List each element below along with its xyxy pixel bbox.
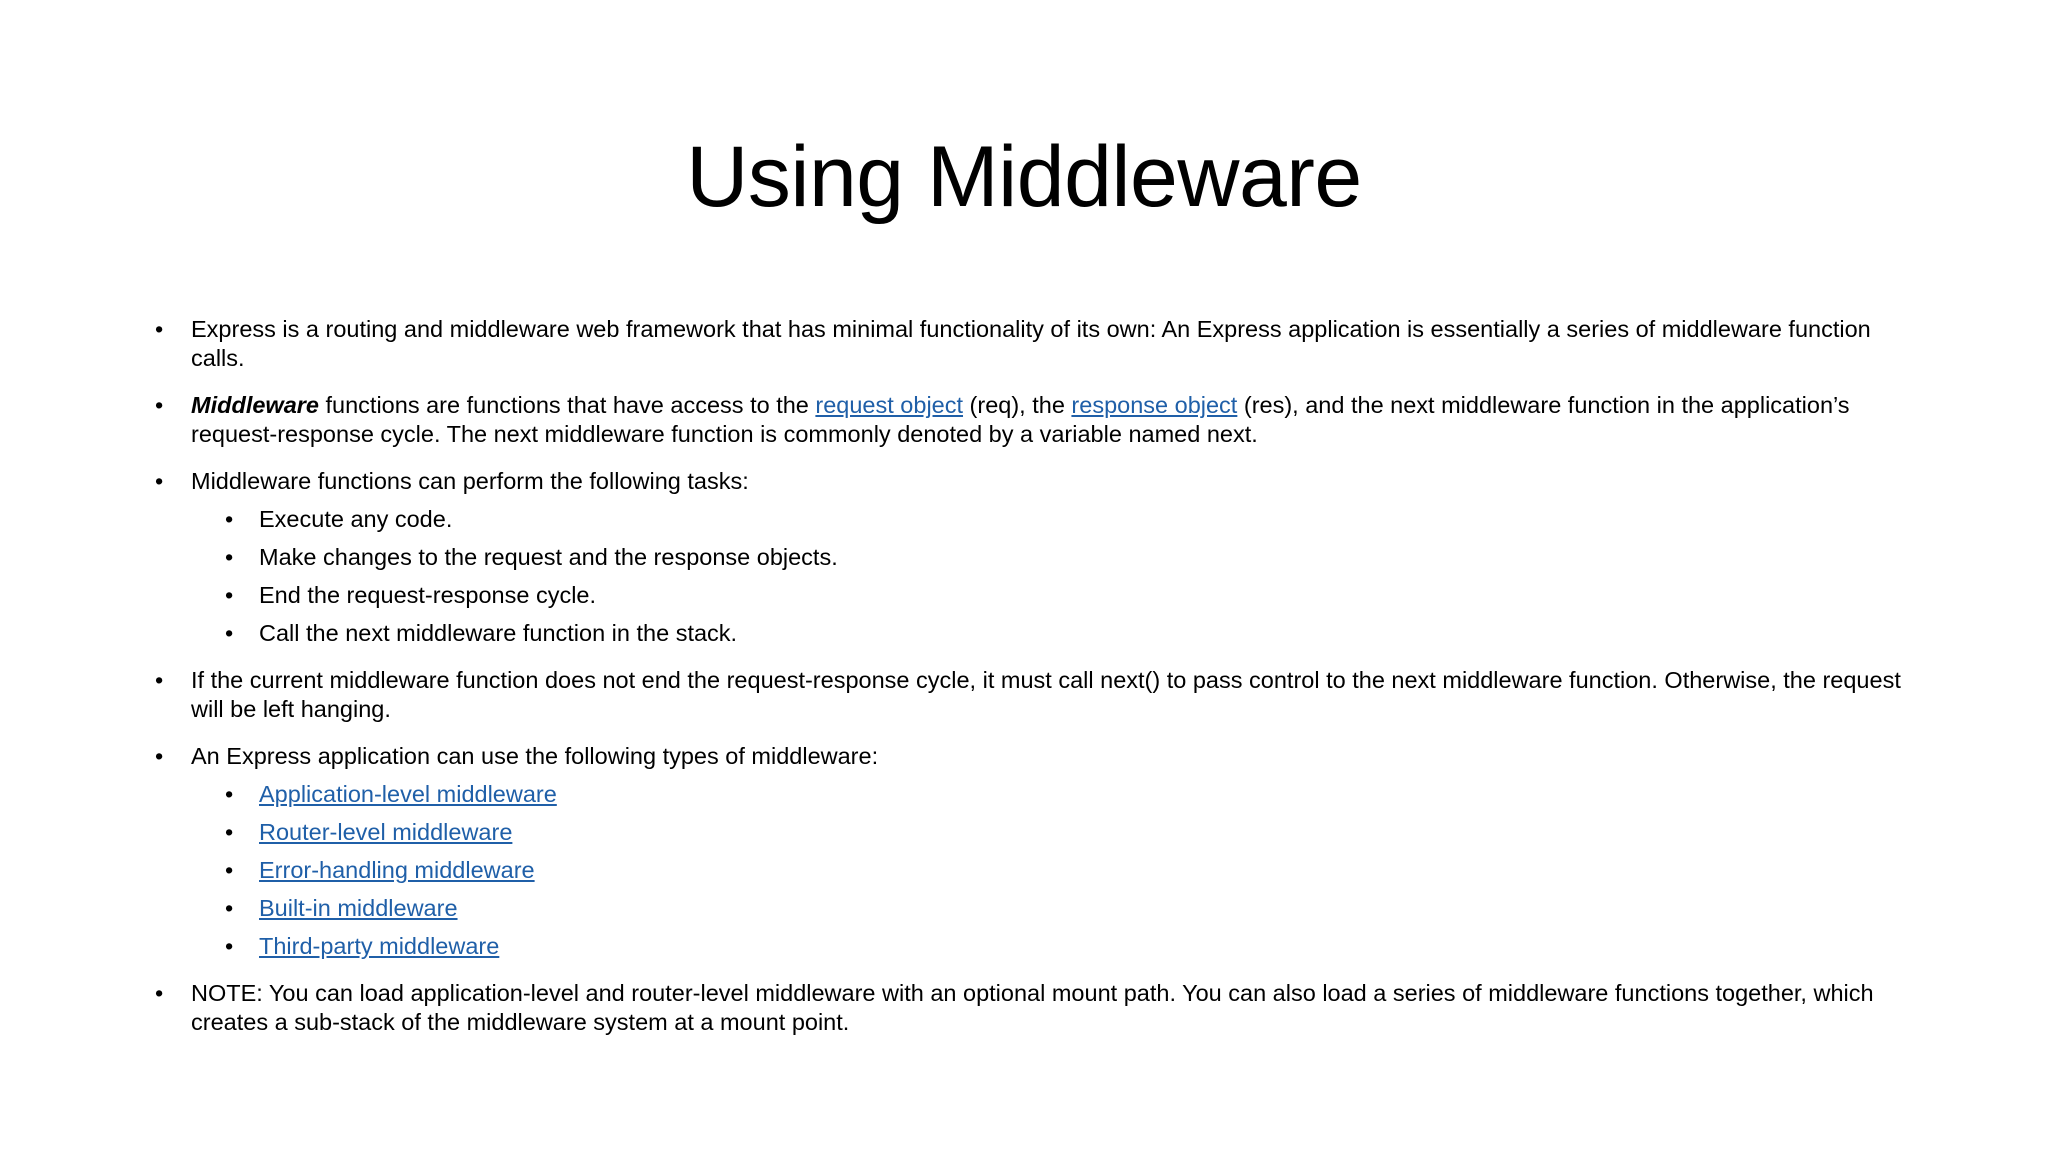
slide-content	[155, 315, 1915, 1055]
bullet-text: functions are functions that have access to the	[318, 392, 816, 418]
link-response-object[interactable]: response object	[1071, 392, 1238, 418]
bullet-icon: •	[225, 506, 234, 532]
bullet-icon: •	[225, 857, 234, 883]
slide-title: Using Middleware	[686, 129, 1362, 225]
bullet-icon: •	[225, 544, 234, 570]
bullet-text: NOTE: You can load application-level and router-level middleware with an optional mount path. You can also load a series of middleware functions together, which creates a sub-stack of the middleware system at a mount point.	[191, 980, 1874, 1035]
bullet-icon: •	[155, 743, 164, 769]
middleware-type-item	[155, 780, 1915, 809]
bullet-text: An Express application can use the following types of middleware:	[191, 743, 879, 769]
link-request-object[interactable]: request object	[815, 392, 964, 418]
task-item	[155, 581, 1915, 610]
bullet-point-call-next	[155, 666, 1915, 724]
middleware-type-list	[191, 780, 1915, 961]
link-third-party-middleware[interactable]: Third-party middleware	[259, 933, 500, 959]
bullet-list	[155, 315, 1915, 1037]
bullet-text: Middleware functions can perform the following tasks:	[191, 468, 749, 494]
task-item	[155, 505, 1915, 534]
link-router-level-middleware[interactable]: Router-level middleware	[259, 819, 513, 845]
term-middleware: Middleware	[191, 392, 319, 418]
middleware-type-item	[155, 818, 1915, 847]
bullet-point-middleware-types	[155, 742, 1915, 961]
bullet-icon: •	[225, 933, 234, 959]
task-text: Call the next middleware function in the stack.	[259, 620, 738, 646]
bullet-icon: •	[155, 980, 164, 1006]
bullet-point-note-mount-path	[155, 979, 1915, 1037]
bullet-text: If the current middleware function does not end the request-response cycle, it must call next() to pass control to the next middleware function. Otherwise, the request will be left hanging.	[191, 667, 1901, 722]
bullet-icon: •	[225, 819, 234, 845]
bullet-point-express-intro	[155, 315, 1915, 373]
task-text: Execute any code.	[259, 506, 453, 532]
link-built-in-middleware[interactable]: Built-in middleware	[259, 895, 458, 921]
middleware-type-item	[155, 856, 1915, 885]
middleware-type-item	[155, 894, 1915, 923]
bullet-text: Express is a routing and middleware web framework that has minimal functionality of its own: An Express application is essentially a series of middleware function calls.	[191, 316, 1871, 371]
task-item	[155, 619, 1915, 648]
link-error-handling-middleware[interactable]: Error-handling middleware	[259, 857, 535, 883]
bullet-icon: •	[225, 895, 234, 921]
bullet-text: (res), and the next middleware function in the application’s request-response cycle. The next middleware function is commonly denoted by a variable named next.	[191, 392, 1850, 447]
middleware-type-item	[155, 932, 1915, 961]
task-text: Make changes to the request and the response objects.	[259, 544, 838, 570]
bullet-text: (req), the	[963, 392, 1072, 418]
link-application-level-middleware[interactable]: Application-level middleware	[259, 781, 557, 807]
bullet-icon: •	[155, 316, 164, 342]
bullet-icon: •	[155, 468, 164, 494]
task-list	[191, 505, 1915, 648]
bullet-point-middleware-tasks	[155, 467, 1915, 648]
bullet-icon: •	[225, 620, 234, 646]
task-item	[155, 543, 1915, 572]
bullet-icon: •	[225, 582, 234, 608]
task-text: End the request-response cycle.	[259, 582, 597, 608]
bullet-icon: •	[155, 392, 164, 418]
bullet-icon: •	[225, 781, 234, 807]
bullet-icon: •	[155, 667, 164, 693]
bullet-point-middleware-definition	[155, 391, 1915, 449]
